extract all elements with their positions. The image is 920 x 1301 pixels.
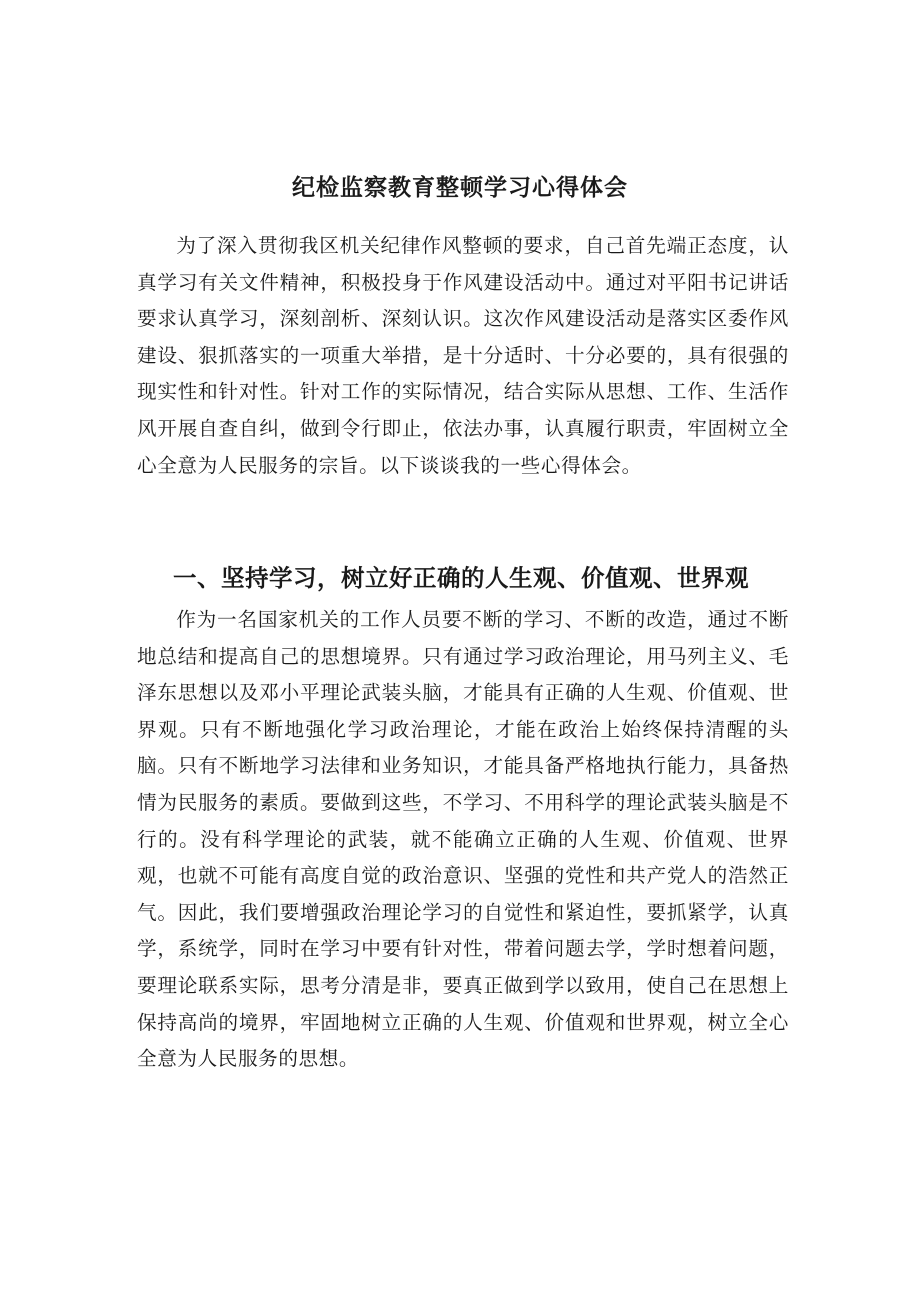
- intro-paragraph: 为了深入贯彻我区机关纪律作风整顿的要求，自己首先端正态度，认真学习有关文件精神，积极投身于作风建设活动中。通过对平阳书记讲话要求认真学习，深刻剖析、深刻认识。这次作风建设活动是落实区委作风建设、狠抓落实的一项重大举措，是十分适时、十分必要的，具有很强的现实性和针对性。针对工作的实际情况，结合实际从思想、工作、生活作风开展自查自纠，做到令行即止，依法办事，认真履行职责，牢固树立全心全意为人民服务的宗旨。以下谈谈我的一些心得体会。: [137, 234, 789, 477]
- section-paragraph: 作为一名国家机关的工作人员要不断的学习、不断的改造，通过不断地总结和提高自己的思想境界。只有通过学习政治理论，用马列主义、毛泽东思想以及邓小平理论武装头脑，才能具有正确的人生观、价值观、世界观。只有不断地强化学习政治理论，才能在政治上始终保持清醒的头脑。只有不断地学习法律和业务知识，才能具备严格地执行能力，具备热情为民服务的素质。要做到这些，不学习、不用科学的理论武装头脑是不行的。没有科学理论的武装，就不能确立正确的人生观、价值观、世界观，也就不可能有高度自觉的政治意识、坚强的党性和共产党人的浩然正气。因此，我们要增强政治理论学习的自觉性和紧迫性，要抓紧学，认真学，系统学，同时在学习中要有针对性，带着问题去学，学时想着问题，要理论联系实际，思考分清是非，要真正做到学以致用，使自己在思想上保持高尚的境界，牢固地树立正确的人生观、价值观和世界观，树立全心全意为人民服务的思想。: [137, 608, 789, 1071]
- section-heading: 一、坚持学习，树立好正确的人生观、价值观、世界观: [173, 564, 749, 592]
- document-title: 纪检监察教育整顿学习心得体会: [292, 175, 628, 201]
